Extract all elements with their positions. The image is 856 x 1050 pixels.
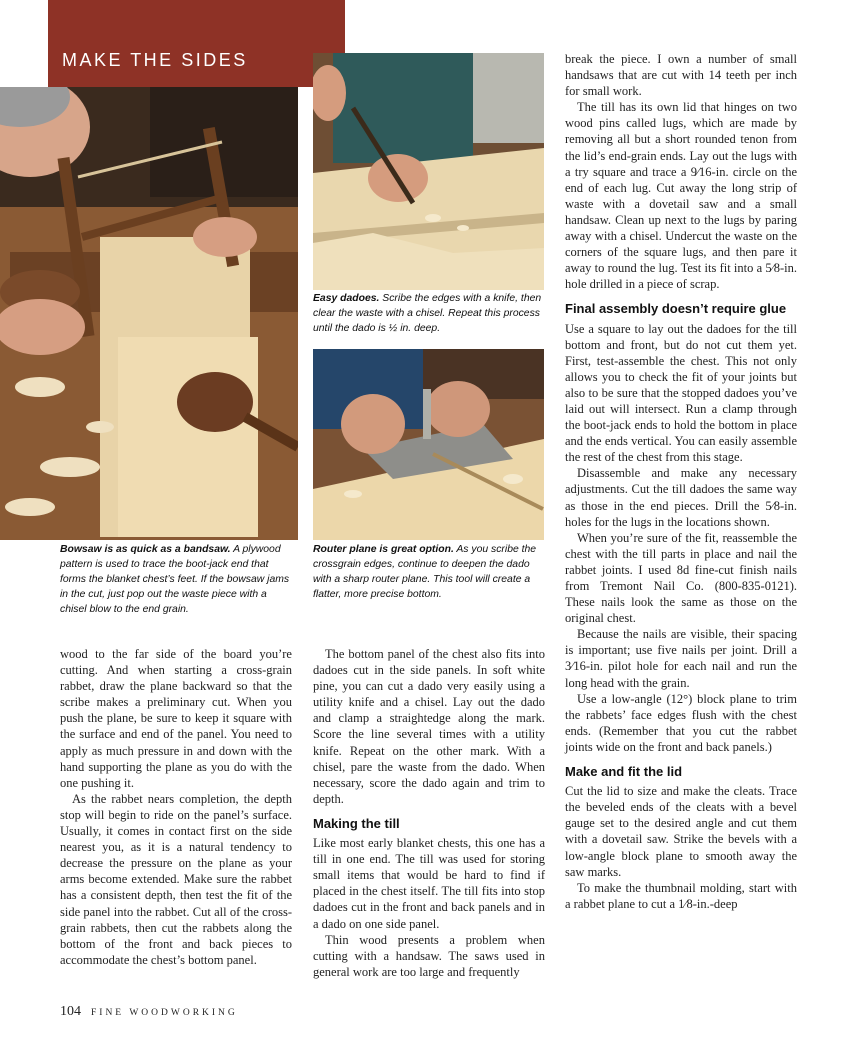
bowsaw-photo [0,87,298,540]
page-number: 104 [60,1004,81,1019]
caption-router-lead: Router plane is great option. [313,544,454,555]
subhead-final-assembly: Final assembly doesn’t require glue [565,301,787,317]
section-title: MAKE THE SIDES [62,50,248,70]
paragraph: Cut the lid to size and make the cleats. Trace the beveled ends of the cleats with a bevel gauge set to the desired angle and cut them with a dovetail saw. Strike the bevels with a low-angle block plane to smooth away the saw marks. [565,784,797,879]
paragraph: Like most early blanket chests, this one has a till in one end. The till was used for storing small items that would be hard to find if placed in the chest itself. The till fits into stop dadoes cut in the front and back panels and in a dado on one side panel. [313,836,545,931]
caption-dadoes [313,291,544,336]
body-column-1 [60,646,292,968]
body-column-2 [313,646,545,980]
subhead-making-the-till: Making the till [313,815,400,831]
paragraph: Because the nails are visible, their spacing is important; use five nails per joint. Drill a 3⁄16-in. pilot hole for each nail and run the long head with the grain. [565,627,797,690]
caption-bowsaw-text: A plywood pattern is used to trace the boot-jack end that forms the blanket chest’s feet. If the bowsaw jams in the cut, just pop out the waste piece with a chisel blow to the end grain. [60,544,290,615]
paragraph: The till has its own lid that hinges on two wood pins called lugs, which are made by removing all but a short rounded tenon from the lid’s end-grain ends. Lay out the lugs with a try square and trace a 9⁄16-in. circle on the end of each lug. Cut away the long strip of waste with a dovetail saw and a small handsaw. Clean up next to the lugs by paring away with a chisel. Undercut the waste on the corners of the square lugs, and then pare it away to round the lug. Test its fit into a 5⁄8-in. hole drilled in a piece of scrap. [565,100,797,292]
paragraph: To make the thumbnail molding, start with a rabbet plane to cut a 1⁄8-in.-deep [565,880,797,911]
page-folio [60,1004,238,1020]
router-plane-photo [313,349,544,540]
caption-dadoes-lead: Easy dadoes. [313,293,380,304]
paragraph: Use a square to lay out the dadoes for the till bottom and front, but do not cut them yet. First, test-assemble the chest. This not only allows you to check the fit of your joints but also to be sure that the stopped dadoes you’ve laid out will intersect. Run a clamp through the boot-jack ends to hold the bottom in place and the ends vertical. You can easily assemble the rest of the chest from this stage. [565,321,797,465]
section-banner [48,0,345,87]
paragraph: When you’re sure of the fit, reassemble the chest with the till parts in place and nail the rabbet joints. I used 8d fine-cut finish nails from Tremont Nail Co. (800-835-0121). These nails look the same as those on the original chest. [565,530,797,626]
dadoes-photo [313,53,544,290]
paragraph: break the piece. I own a number of small handsaws that are cut with 14 teeth per inch for small work. [565,52,797,99]
paragraph: As the rabbet nears completion, the depth stop will begin to ride on the panel’s surface. Usually, it comes in contact first on the side nearest you, as it is a natural tendency to decrease the pressure on the plane as your arms become extended. Make sure the rabbet has a consistent depth, then test the fit of the side panel into the rabbet. Cut all of the cross-grain rabbets, then cut the rabbets along the bottom of the front and back pieces to accommodate the chest’s bottom panel. [60,791,292,967]
caption-router [313,542,544,602]
paragraph: Disassemble and make any necessary adjustments. Cut the till dadoes the same way as those in the end pieces. Drill the 5⁄8-in. holes for the lugs in the locations shown. [565,466,797,529]
paragraph: Use a low-angle (12°) block plane to trim the rabbets’ face edges flush with the chest ends. (Remember that you cut the rabbet joints wide on the front and back panels.) [565,691,797,754]
paragraph: The bottom panel of the chest also fits into dadoes cut in the side panels. In soft white pine, you can cut a dado very easily using a utility knife and a chisel. Lay out the dado and clamp a straightedge along the mark. Score the line several times with a utility knife. Repeat on the other mark. With a chisel, pare the waste from the dado. When necessary, score the dado again and trim to depth. [313,647,545,806]
caption-bowsaw-lead: Bowsaw is as quick as a bandsaw. [60,544,231,555]
magazine-name: FINE WOODWORKING [91,1008,238,1018]
caption-dadoes-text: Scribe the edges with a knife, then clear the waste with a chisel. Repeat this process until the dado is ½ in. deep. [313,293,542,334]
paragraph: wood to the far side of the board you’re cutting. And when starting a cross-grain rabbet, draw the plane backward so that the scribe makes a preliminary cut. When you push the plane, be sure to keep it square with the surface and end of the panel. You need to apply as much pressure in and down with the hand supporting the plane as you do with the one pushing it. [60,647,292,790]
paragraph: Thin wood presents a problem when cutting with a handsaw. The saws used in general work are too large and frequently [313,932,545,979]
caption-router-text: As you scribe the crossgrain edges, continue to deepen the dado with a sharp router plane. This tool will create a flatter, more precise bottom. [313,544,537,600]
body-column-3 [565,51,797,912]
subhead-make-and-fit-the-lid: Make and fit the lid [565,764,683,780]
caption-bowsaw [60,542,296,617]
